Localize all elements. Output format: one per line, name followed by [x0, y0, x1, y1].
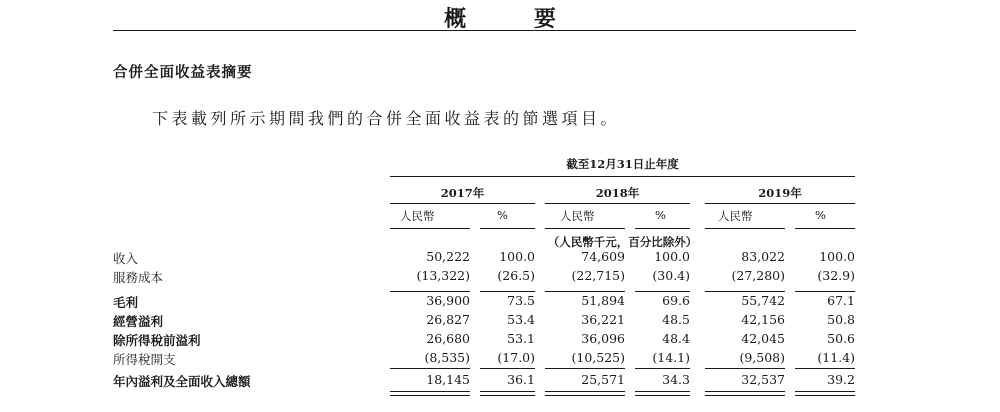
total-rule [705, 368, 785, 369]
cell-amount: 32,537 [741, 372, 785, 387]
double-rule [705, 391, 785, 392]
col-rule [635, 228, 690, 229]
cell-amount: 36,900 [426, 293, 470, 308]
row-label-text: 除所得稅前溢利 [113, 333, 201, 348]
cell-amount: 55,742 [741, 293, 785, 308]
row-label [113, 350, 368, 368]
row-label [113, 372, 368, 390]
col-rule [480, 228, 535, 229]
double-rule [480, 391, 535, 392]
col-header-pct-2019: % [815, 208, 826, 222]
double-rule [545, 395, 625, 396]
cell-amount: 50,222 [426, 249, 470, 264]
total-rule [390, 368, 470, 369]
year-rule-2018 [545, 203, 690, 204]
cell-percent: 39.2 [827, 372, 855, 387]
cell-amount: 42,045 [741, 331, 785, 346]
cell-percent: (14.1) [652, 350, 690, 365]
cell-percent: 53.1 [507, 331, 535, 346]
col-header-pct-2017: % [497, 208, 508, 222]
cell-percent: (30.4) [652, 268, 690, 283]
cell-percent: 100.0 [819, 249, 855, 264]
year-rule-2019 [705, 203, 855, 204]
cell-percent: 48.5 [662, 312, 690, 327]
leader-dots [113, 262, 368, 263]
section-heading: 合併全面收益表摘要 [113, 64, 253, 81]
cell-percent: 48.4 [662, 331, 690, 346]
cell-percent: 36.1 [507, 372, 535, 387]
double-rule [795, 395, 855, 396]
total-rule [545, 368, 625, 369]
cell-percent: 50.6 [827, 331, 855, 346]
cell-amount: 26,827 [426, 312, 470, 327]
cell-amount: (22,715) [571, 268, 625, 283]
cell-amount: 83,022 [741, 249, 785, 264]
double-rule [705, 395, 785, 396]
cell-amount: (27,280) [731, 268, 785, 283]
cell-amount: 74,609 [581, 249, 625, 264]
cell-percent: (32.9) [817, 268, 855, 283]
subtotal-rule [390, 291, 470, 292]
cell-amount: 25,571 [581, 372, 625, 387]
double-rule [390, 391, 470, 392]
double-rule [480, 395, 535, 396]
double-rule [635, 391, 690, 392]
cell-amount: 18,145 [426, 372, 470, 387]
col-rule [795, 228, 855, 229]
col-header-rmb-2017: 人民幣 [400, 209, 435, 223]
row-label [113, 331, 368, 349]
col-rule [545, 228, 625, 229]
caption-rule [390, 176, 855, 177]
year-header-2018: 2018年 [595, 186, 640, 200]
cell-percent: 69.6 [662, 293, 690, 308]
total-rule [480, 368, 535, 369]
cell-percent: (26.5) [497, 268, 535, 283]
cell-amount: (8,535) [424, 350, 470, 365]
intro-paragraph: 下表載列所示期間我們的合併全面收益表的節選項目。 [152, 109, 621, 128]
unit-note: （人民幣千元，百分比除外） [547, 235, 698, 249]
double-rule [545, 391, 625, 392]
cell-amount: 26,680 [426, 331, 470, 346]
subtotal-rule [545, 291, 625, 292]
row-label-text: 服務成本 [113, 270, 164, 285]
cell-percent: (17.0) [497, 350, 535, 365]
total-rule [795, 368, 855, 369]
double-rule [635, 395, 690, 396]
double-rule [795, 391, 855, 392]
page-title: 概 要 [444, 6, 586, 32]
title-rule [113, 30, 856, 31]
cell-percent: 53.4 [507, 312, 535, 327]
subtotal-rule [635, 291, 690, 292]
year-rule-2017 [390, 203, 535, 204]
cell-amount: 36,096 [581, 331, 625, 346]
cell-amount: (9,508) [739, 350, 785, 365]
cell-amount: 51,894 [581, 293, 625, 308]
cell-percent: 73.5 [507, 293, 535, 308]
cell-amount: 36,221 [581, 312, 625, 327]
row-label-text: 經營溢利 [113, 314, 164, 329]
row-label [113, 293, 368, 311]
year-header-2017: 2017年 [440, 186, 485, 200]
subtotal-rule [705, 291, 785, 292]
double-rule [390, 395, 470, 396]
period-caption: 截至12月31日止年度 [566, 157, 679, 171]
row-label [113, 312, 368, 330]
col-header-pct-2018: % [655, 208, 666, 222]
col-rule [390, 228, 470, 229]
row-label [113, 249, 368, 267]
row-label-text: 所得稅開支 [113, 352, 176, 367]
subtotal-rule [480, 291, 535, 292]
year-header-2019: 2019年 [758, 186, 802, 200]
cell-percent: 50.8 [827, 312, 855, 327]
cell-percent: 100.0 [499, 249, 535, 264]
subtotal-rule [795, 291, 855, 292]
row-label-text: 毛利 [113, 295, 139, 310]
row-label-text: 年內溢利及全面收入總額 [113, 374, 251, 389]
row-label-text: 收入 [113, 251, 139, 266]
col-header-rmb-2019: 人民幣 [718, 209, 753, 223]
cell-percent: (11.4) [817, 350, 855, 365]
cell-amount: (13,322) [416, 268, 470, 283]
col-rule [705, 228, 785, 229]
cell-amount: (10,525) [571, 350, 625, 365]
leader-dots [113, 306, 368, 307]
cell-percent: 67.1 [827, 293, 855, 308]
cell-amount: 42,156 [741, 312, 785, 327]
cell-percent: 34.3 [662, 372, 690, 387]
row-label [113, 268, 368, 286]
col-header-rmb-2018: 人民幣 [560, 209, 595, 223]
cell-percent: 100.0 [654, 249, 690, 264]
total-rule [635, 368, 690, 369]
